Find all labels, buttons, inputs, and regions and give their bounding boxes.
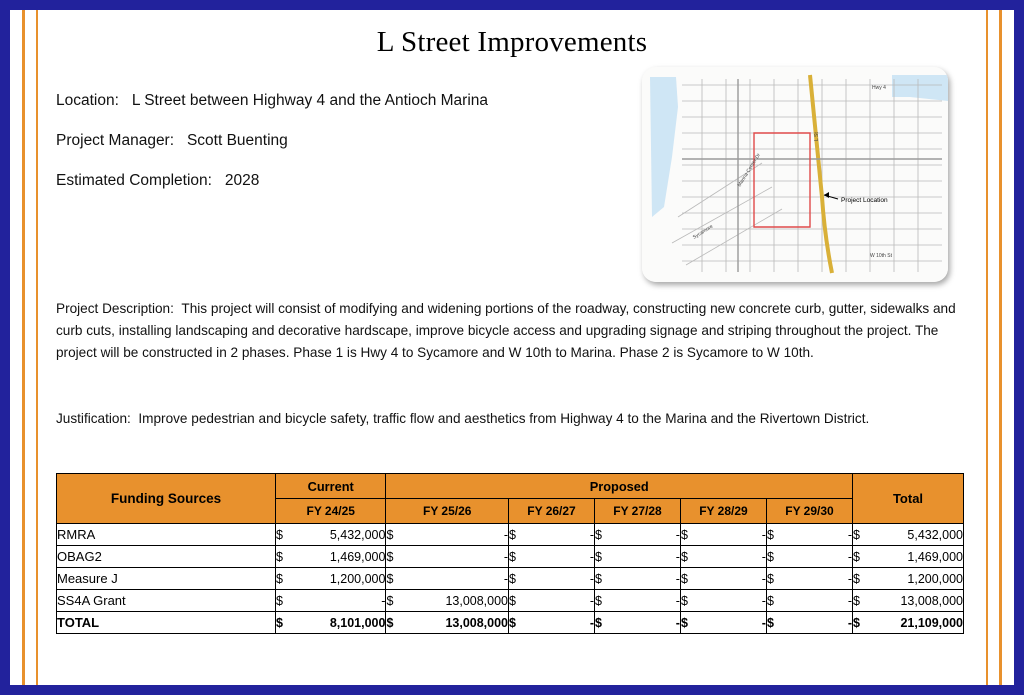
accent-rule-right-inner [986, 10, 988, 685]
cell-fy-2728 [594, 590, 680, 612]
cell-fy-2526 [386, 612, 509, 634]
border-band-left [0, 0, 10, 695]
currency-symbol: $ [853, 527, 860, 542]
cell-fy-2728 [594, 568, 680, 590]
cell-value: - [503, 527, 508, 542]
cell-value: - [503, 549, 508, 564]
currency-symbol: $ [680, 549, 688, 564]
currency-symbol: $ [276, 549, 283, 564]
cell-fy-2425 [276, 590, 386, 612]
cell-value: - [589, 549, 594, 564]
currency-symbol: $ [680, 527, 688, 542]
currency-symbol: $ [509, 593, 516, 608]
cell-value: - [589, 571, 594, 586]
currency-symbol: $ [276, 593, 283, 608]
currency-symbol: $ [594, 549, 602, 564]
cell-value: - [589, 615, 594, 630]
currency-symbol: $ [853, 549, 860, 564]
slide-content [44, 10, 980, 685]
currency-symbol: $ [386, 593, 394, 608]
cell-value: - [381, 593, 386, 608]
header-fy-2728: FY 27/28 [594, 499, 680, 524]
cell-value: - [589, 593, 594, 608]
cell-fy-2627 [509, 612, 595, 634]
cell-total [853, 568, 964, 590]
currency-symbol: $ [276, 615, 283, 630]
border-band-right [1014, 0, 1024, 695]
header-proposed: Proposed [386, 474, 853, 499]
cell-value: 21,109,000 [900, 615, 963, 630]
cell-fy-2930 [766, 590, 852, 612]
cell-value: - [847, 549, 852, 564]
header-funding-sources: Funding Sources [57, 474, 276, 524]
cell-value: - [761, 593, 766, 608]
project-info-block [56, 92, 616, 212]
currency-symbol: $ [766, 571, 774, 586]
funding-sources-table [56, 473, 964, 634]
header-fy-2930: FY 29/30 [766, 499, 852, 524]
table-row [57, 546, 964, 568]
estimated-completion-value: 2028 [224, 172, 260, 189]
svg-text:Sycamore: Sycamore [691, 223, 715, 241]
project-description-text: This project will consist of modifying and widening portions of the roadway, constructing new concrete curb, gutter, sidewalks and curb cuts, installing landscaping and decorative hardscape, improve bicycle access and upgrading signage and striping throughout the project. The project will be constructed in 2 phases. Phase 1 is Hwy 4 to Sycamore and W 10th to Marina. Phase 2 is Sycamore to W 10th. [56, 301, 956, 361]
svg-text:Marina Center Dr: Marina Center Dr [736, 152, 763, 189]
currency-symbol: $ [386, 615, 394, 630]
location-label: Location: [56, 92, 119, 109]
svg-text:Project Location: Project Location [841, 197, 888, 204]
currency-symbol: $ [680, 593, 688, 608]
cell-value: - [675, 615, 680, 630]
currency-symbol: $ [594, 593, 602, 608]
cell-fy-2829 [680, 612, 766, 634]
currency-symbol: $ [509, 571, 516, 586]
cell-fy-2728 [594, 524, 680, 546]
border-band-top [0, 0, 1024, 10]
project-description-label: Project Description: [56, 301, 174, 316]
accent-rule-right-outer [999, 10, 1002, 685]
svg-text:W 10th St: W 10th St [870, 253, 892, 259]
project-justification-label: Justification: [56, 411, 131, 426]
cell-value: - [847, 593, 852, 608]
cell-fy-2728 [594, 612, 680, 634]
currency-symbol: $ [386, 571, 394, 586]
cell-fy-2526 [386, 568, 509, 590]
row-name: RMRA [57, 524, 276, 546]
project-description [56, 298, 956, 364]
header-fy-2829: FY 28/29 [680, 499, 766, 524]
currency-symbol: $ [594, 615, 602, 630]
svg-text:Hwy 4: Hwy 4 [872, 85, 886, 91]
cell-value: - [675, 527, 680, 542]
currency-symbol: $ [509, 527, 516, 542]
svg-text:L St: L St [814, 132, 820, 141]
cell-fy-2425 [276, 524, 386, 546]
cell-value: - [761, 571, 766, 586]
currency-symbol: $ [680, 615, 688, 630]
currency-symbol: $ [853, 615, 860, 630]
cell-value: 1,469,000 [329, 549, 386, 564]
cell-total [853, 612, 964, 634]
estimated-completion-label: Estimated Completion: [56, 172, 212, 189]
cell-value: - [761, 549, 766, 564]
cell-fy-2526 [386, 524, 509, 546]
cell-fy-2425 [276, 612, 386, 634]
cell-value: - [761, 527, 766, 542]
currency-symbol: $ [276, 571, 283, 586]
cell-value: 13,008,000 [900, 593, 963, 608]
cell-fy-2728 [594, 546, 680, 568]
currency-symbol: $ [766, 615, 774, 630]
table-header-row-1 [57, 474, 964, 499]
border-band-bottom [0, 685, 1024, 695]
cell-fy-2425 [276, 568, 386, 590]
cell-value: - [503, 571, 508, 586]
project-justification [56, 408, 956, 430]
cell-fy-2930 [766, 612, 852, 634]
cell-fy-2627 [509, 524, 595, 546]
cell-total [853, 590, 964, 612]
header-fy-2627: FY 26/27 [509, 499, 595, 524]
cell-value: 5,432,000 [907, 527, 963, 542]
cell-fy-2930 [766, 524, 852, 546]
cell-fy-2425 [276, 546, 386, 568]
location-value: L Street between Highway 4 and the Antioch Marina [131, 92, 489, 109]
currency-symbol: $ [853, 593, 860, 608]
table-row [57, 568, 964, 590]
location-line [56, 92, 616, 110]
accent-rule-left-inner [36, 10, 38, 685]
currency-symbol: $ [766, 549, 774, 564]
project-manager-line [56, 132, 616, 150]
cell-fy-2829 [680, 568, 766, 590]
map-graphic [642, 67, 948, 282]
cell-total [853, 546, 964, 568]
cell-value: - [675, 549, 680, 564]
table-head [57, 474, 964, 524]
page-title: L Street Improvements [376, 26, 648, 58]
currency-symbol: $ [386, 549, 394, 564]
currency-symbol: $ [766, 593, 774, 608]
row-name: OBAG2 [57, 546, 276, 568]
cell-value: 13,008,000 [445, 615, 508, 630]
cell-value: - [847, 615, 852, 630]
cell-value: 13,008,000 [445, 593, 508, 608]
currency-symbol: $ [766, 527, 774, 542]
cell-fy-2829 [680, 546, 766, 568]
cell-value: - [847, 571, 852, 586]
currency-symbol: $ [276, 527, 283, 542]
cell-fy-2526 [386, 590, 509, 612]
header-current: Current [276, 474, 386, 499]
row-name: TOTAL [57, 612, 276, 634]
project-manager-value: Scott Buenting [186, 132, 288, 149]
accent-rule-left-outer [22, 10, 25, 685]
table-row [57, 590, 964, 612]
cell-value: - [675, 571, 680, 586]
table-body [57, 524, 964, 634]
cell-value: - [675, 593, 680, 608]
currency-symbol: $ [594, 527, 602, 542]
cell-fy-2627 [509, 568, 595, 590]
cell-fy-2627 [509, 546, 595, 568]
cell-value: - [847, 527, 852, 542]
cell-fy-2526 [386, 546, 509, 568]
cell-value: 1,200,000 [907, 571, 963, 586]
cell-fy-2829 [680, 590, 766, 612]
estimated-completion-line [56, 172, 616, 190]
table-row [57, 524, 964, 546]
cell-fy-2627 [509, 590, 595, 612]
cell-value: - [589, 527, 594, 542]
row-name: SS4A Grant [57, 590, 276, 612]
currency-symbol: $ [509, 615, 516, 630]
currency-symbol: $ [509, 549, 516, 564]
cell-value: 8,101,000 [329, 615, 386, 630]
table-row-total [57, 612, 964, 634]
header-fy-2526: FY 25/26 [386, 499, 509, 524]
cell-fy-2930 [766, 546, 852, 568]
row-name: Measure J [57, 568, 276, 590]
header-total: Total [853, 474, 964, 524]
cell-value: 1,469,000 [907, 549, 963, 564]
project-manager-label: Project Manager: [56, 132, 175, 149]
cell-total [853, 524, 964, 546]
cell-fy-2829 [680, 524, 766, 546]
cell-value: 1,200,000 [329, 571, 386, 586]
cell-value: 5,432,000 [329, 527, 386, 542]
currency-symbol: $ [594, 571, 602, 586]
currency-symbol: $ [386, 527, 394, 542]
currency-symbol: $ [853, 571, 860, 586]
cell-fy-2930 [766, 568, 852, 590]
header-fy-2425: FY 24/25 [276, 499, 386, 524]
project-location-map [642, 67, 948, 282]
project-justification-text: Improve pedestrian and bicycle safety, traffic flow and aesthetics from Highway 4 to the Marina and the Rivertown District. [138, 411, 870, 426]
currency-symbol: $ [680, 571, 688, 586]
cell-value: - [761, 615, 766, 630]
